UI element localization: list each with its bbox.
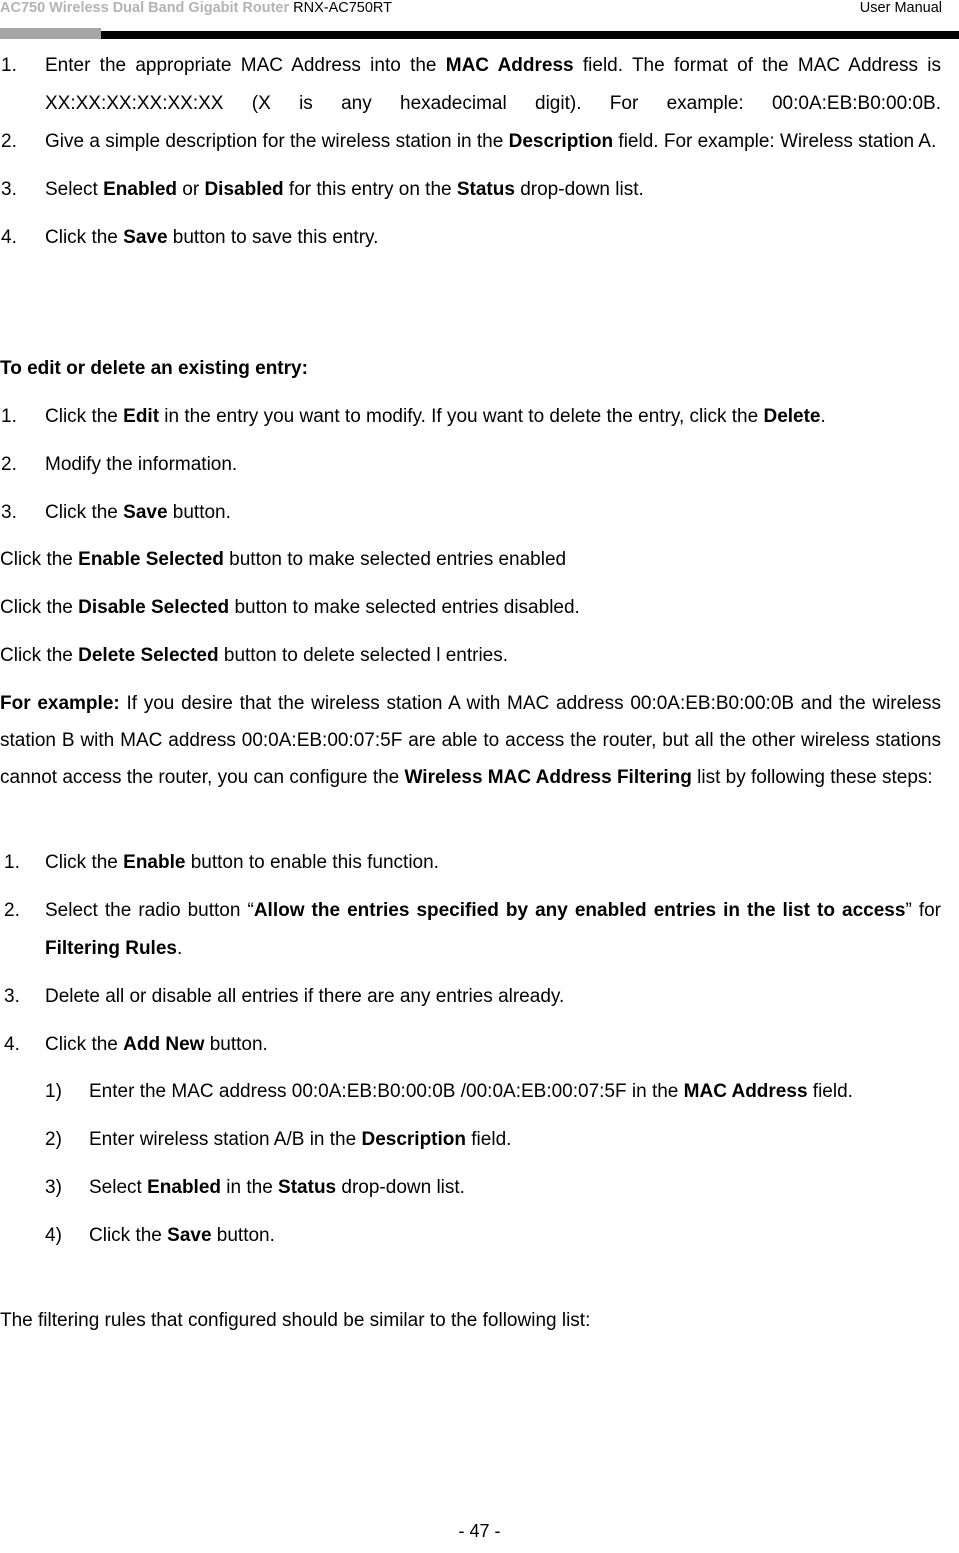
- paragraph: [0, 685, 941, 796]
- paragraph: [0, 637, 941, 675]
- text-run: Click the: [0, 549, 79, 570]
- text-run: If you desire that the wireless station A with MAC address 00:0A:EB:B0:00:0B and the wireless station B with MAC address 00:0A:EB:00:07:5F are able to access the router, but all the other wireless stations cannot access the router, you can configure the: [0, 693, 941, 788]
- text-run: .: [176, 938, 183, 959]
- text-run: Give a simple description for the wireless station in the: [45, 131, 509, 152]
- edit-steps-list: [0, 398, 941, 532]
- step-number: 2.: [1, 454, 17, 475]
- text-run: Enter wireless station A/B in the: [89, 1129, 362, 1150]
- step-text: [45, 446, 941, 484]
- text-run-bold: Filtering Rules: [45, 938, 177, 959]
- text-run: .: [820, 406, 826, 427]
- list-item: [0, 1073, 941, 1111]
- text-run: Click the: [0, 597, 79, 618]
- product-name: AC750 Wireless Dual Band Gigabit Router: [0, 0, 290, 16]
- text-run: Click the: [0, 645, 79, 666]
- text-run: Click the: [45, 852, 124, 873]
- text-run-bold: Wireless MAC Address Filtering: [404, 767, 692, 788]
- text-run: field.: [807, 1081, 853, 1102]
- step-number: 4.: [4, 1034, 20, 1055]
- text-run-bold: Save: [167, 1225, 212, 1246]
- list-item: [0, 398, 941, 436]
- text-run: Enter the appropriate MAC Address into the: [45, 55, 446, 76]
- text-run: Select the radio button “: [45, 900, 254, 921]
- list-item: [0, 1026, 941, 1064]
- step-number: 3.: [1, 502, 17, 523]
- list-item: [0, 123, 941, 161]
- text-run-bold: Enabled: [103, 179, 177, 200]
- text-run-bold: Status: [456, 179, 515, 200]
- step-number: 1.: [1, 55, 17, 76]
- text-run-bold: Edit: [123, 406, 160, 427]
- list-item: [0, 446, 941, 484]
- text-run-bold: Status: [278, 1177, 337, 1198]
- step-number: 1.: [1, 406, 17, 427]
- text-run: Click the: [45, 1034, 124, 1055]
- step-number: 2.: [4, 900, 20, 921]
- text-run-bold: Description: [508, 131, 614, 152]
- list-item: [0, 892, 941, 968]
- list-item: [0, 47, 941, 123]
- text-run-bold: Enable: [123, 852, 186, 873]
- add-steps-list: [0, 47, 941, 257]
- list-item: [0, 1217, 941, 1255]
- step-text: [89, 1073, 941, 1111]
- text-run-bold: For example:: [0, 693, 120, 714]
- text-run-bold: MAC Address: [445, 55, 574, 76]
- text-run: drop-down list.: [514, 179, 644, 200]
- step-text: [89, 1169, 941, 1207]
- text-run-bold: Add New: [123, 1034, 205, 1055]
- text-run: Click the: [45, 406, 124, 427]
- text-run-bold: MAC Address: [683, 1081, 808, 1102]
- text-run-bold: Delete Selected: [78, 645, 219, 666]
- text-run: in the: [221, 1177, 279, 1198]
- list-item: [0, 171, 941, 209]
- header-rule-black: [101, 31, 959, 39]
- step-text: [45, 171, 941, 209]
- step-number: 4): [45, 1225, 62, 1246]
- text-run: button to make selected entries enabled: [223, 549, 567, 570]
- paragraph: [0, 541, 941, 579]
- example-paragraph: [0, 685, 941, 796]
- section-heading: To edit or delete an existing entry:: [0, 358, 308, 379]
- step-text: [45, 219, 941, 257]
- text-run: field. For example: Wireless station A.: [613, 131, 937, 152]
- text-run: list by following these steps:: [691, 767, 933, 788]
- text-run-bold: Save: [123, 227, 168, 248]
- step-text: [45, 892, 941, 968]
- text-run-bold: Disabled: [204, 179, 284, 200]
- list-item: [0, 1169, 941, 1207]
- text-run: button to enable this function.: [185, 852, 439, 873]
- text-run: Delete all or disable all entries if there are any entries already.: [45, 986, 565, 1007]
- step-number: 2.: [1, 131, 17, 152]
- page-number: - 47 -: [458, 1521, 501, 1541]
- text-run: button.: [167, 502, 231, 523]
- text-run: drop-down list.: [336, 1177, 465, 1198]
- text-run: button to delete selected l entries.: [218, 645, 509, 666]
- text-run: field. The format of the MAC Address is XX:XX:XX:XX:XX:XX (X is any hexadecimal digit). For example: 00:0A:EB:B0:00:0B.: [45, 55, 941, 114]
- paragraph: [0, 589, 941, 627]
- list-item: [0, 219, 941, 257]
- closing-paragraph: [0, 1302, 941, 1340]
- text-run-bold: Disable Selected: [78, 597, 230, 618]
- selected-actions: [0, 541, 941, 675]
- example-steps-list: [0, 844, 941, 1064]
- step-text: [45, 1026, 941, 1064]
- step-text: [45, 123, 941, 161]
- list-item: [0, 1121, 941, 1159]
- step-text: [89, 1121, 941, 1159]
- model-name: RNX-AC750RT: [293, 0, 392, 16]
- text-run-bold: Allow the entries specified by any enabled entries in the list to access: [253, 900, 906, 921]
- text-run: Click the: [89, 1225, 168, 1246]
- text-run: button.: [204, 1034, 268, 1055]
- text-run: button to make selected entries disabled.: [229, 597, 580, 618]
- sub-steps-list: [0, 1073, 941, 1255]
- step-text: [45, 978, 941, 1016]
- page-header: [0, 0, 959, 26]
- text-run: or: [177, 179, 205, 200]
- text-run: in the entry you want to modify. If you want to delete the entry, click the: [159, 406, 764, 427]
- step-number: 4.: [1, 227, 17, 248]
- text-run-bold: Description: [361, 1129, 466, 1150]
- step-text: [45, 47, 941, 123]
- text-run: Select: [89, 1177, 148, 1198]
- text-run: button.: [211, 1225, 275, 1246]
- text-run: button to save this entry.: [167, 227, 379, 248]
- text-run-bold: Save: [123, 502, 168, 523]
- list-item: [0, 978, 941, 1016]
- step-number: 3.: [4, 986, 20, 1007]
- list-item: [0, 844, 941, 882]
- text-run: Enter the MAC address 00:0A:EB:B0:00:0B /00:0A:EB:00:07:5F in the: [89, 1081, 684, 1102]
- text-run-bold: Delete: [763, 406, 821, 427]
- list-item: [0, 494, 941, 532]
- header-rule-grey: [0, 28, 101, 39]
- step-text: [45, 844, 941, 882]
- step-number: 1): [45, 1081, 62, 1102]
- text-run: Modify the information.: [45, 454, 238, 475]
- text-run-bold: Enable Selected: [78, 549, 224, 570]
- paragraph: The filtering rules that configured should be similar to the following list:: [0, 1310, 591, 1331]
- manual-label: User Manual: [859, 0, 942, 16]
- step-text: [89, 1217, 941, 1255]
- text-run: for this entry on the: [283, 179, 457, 200]
- step-text: [45, 494, 941, 532]
- edit-heading: [0, 350, 941, 388]
- text-run: Select: [45, 179, 104, 200]
- header-title: [0, 0, 392, 16]
- step-number: 3): [45, 1177, 62, 1198]
- text-run-bold: Enabled: [147, 1177, 221, 1198]
- text-run: ” for: [905, 900, 942, 921]
- text-run: Click the: [45, 502, 124, 523]
- step-text: [45, 398, 941, 436]
- step-number: 1.: [4, 852, 20, 873]
- step-number: 3.: [1, 179, 17, 200]
- text-run: field.: [466, 1129, 512, 1150]
- step-number: 2): [45, 1129, 62, 1150]
- text-run: Click the: [45, 227, 124, 248]
